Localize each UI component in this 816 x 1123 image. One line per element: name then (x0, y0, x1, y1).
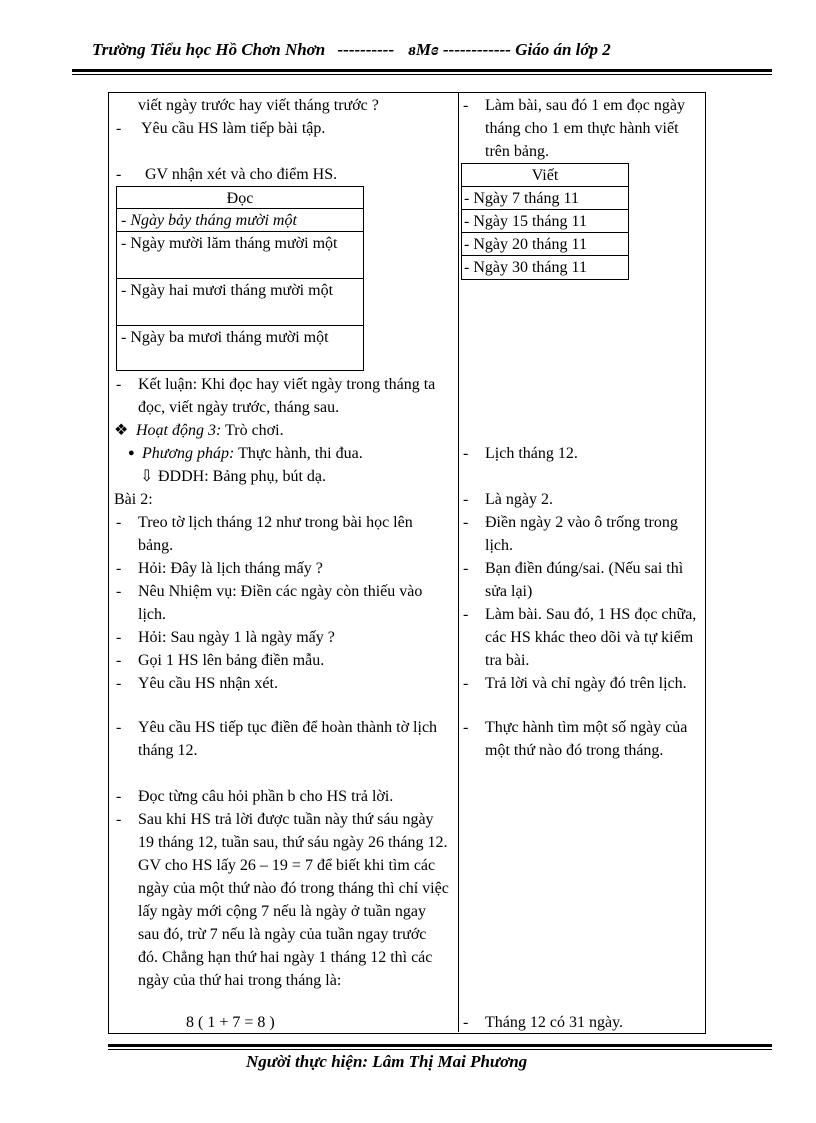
bullet-dash: - (116, 560, 122, 577)
method-label: Phương pháp: (142, 445, 235, 462)
left-item: Yêu cầu HS tiếp tục điền để hoàn thành tờ lịch tháng 12. (138, 719, 438, 759)
left-item: Treo tờ lịch tháng 12 như trong bài học lên bảng. (138, 514, 413, 554)
activity-text: Trò chơi. (221, 422, 284, 439)
school-name: Trường Tiểu học Hồ Chơn Nhơn (92, 40, 326, 59)
lesson-title: Giáo án lớp 2 (515, 40, 611, 59)
left-item: Đọc từng câu hỏi phần b cho HS trả lời. (138, 788, 394, 805)
read-table-row: - Ngày mười lăm tháng mười một (116, 231, 364, 279)
header-dashes-right: ------------ (443, 40, 511, 59)
conclusion-text: Kết luận: Khi đọc hay viết ngày trong tháng ta đọc, viết ngày trước, tháng sau. (138, 376, 436, 416)
bullet-dash: - (463, 560, 469, 577)
read-table-header: Đọc (116, 186, 364, 209)
write-table-row: - Ngày 15 tháng 11 (461, 209, 629, 233)
bullet-dash: - (463, 97, 469, 114)
exercise-label: Bài 2: (114, 491, 153, 508)
activity-3 (136, 419, 284, 442)
right-item: Điền ngày 2 vào ô trống trong lịch. (485, 514, 678, 554)
bullet-dash: - (116, 629, 122, 646)
right-item: Tháng 12 có 31 ngày. (485, 1014, 624, 1031)
write-table-row: - Ngày 30 tháng 11 (461, 255, 629, 280)
bullet-dash: - (463, 675, 469, 692)
right-item: Bạn điền đúng/sai. (Nếu sai thì sửa lại) (485, 560, 684, 600)
activity-label: Hoạt động 3: (136, 422, 222, 439)
bullet-dash: - (116, 583, 122, 600)
left-line-1: viết ngày trước hay viết tháng trước ? (138, 97, 379, 114)
left-line-2: Yêu cầu HS làm tiếp bài tập. (141, 120, 326, 137)
author-footer: Người thực hiện: Lâm Thị Mai Phương (246, 1052, 528, 1071)
bullet-dash: - (463, 719, 469, 736)
right-item: Thực hành tìm một số ngày của một thứ nào đó trong tháng. (485, 719, 688, 759)
left-item: Yêu cầu HS nhận xét. (138, 675, 278, 692)
bullet-dash: - (116, 514, 122, 531)
write-table-header: Viết (461, 163, 629, 187)
method-text: Thực hành, thi đua. (234, 445, 363, 462)
bullet-dash: - (116, 166, 122, 183)
right-item: Là ngày 2. (485, 491, 553, 508)
left-item: Gọi 1 HS lên bảng điền mẫu. (138, 652, 325, 669)
read-table-row: - Ngày ba mươi tháng mười một (116, 325, 364, 371)
bullet-dash: - (116, 376, 122, 393)
page-header (92, 40, 772, 60)
header-dashes-left: ---------- (337, 40, 395, 59)
formula: 8 ( 1 + 7 = 8 ) (186, 1014, 275, 1031)
bullet-dash: - (463, 445, 469, 462)
header-logo: ᴕMɞ (408, 40, 439, 59)
header-rule-thin (72, 74, 772, 75)
write-table-row: - Ngày 20 tháng 11 (461, 232, 629, 256)
left-line-3: GV nhận xét và cho điểm HS. (145, 166, 338, 183)
right-item: Lịch tháng 12. (485, 445, 578, 462)
read-table-row: - Ngày hai mươi tháng mười một (116, 278, 364, 326)
column-divider (458, 92, 459, 1032)
down-arrow-icon: ⇩ (140, 468, 154, 485)
bullet-dash: - (116, 788, 122, 805)
left-item: Sau khi HS trả lời được tuần này thứ sáu ngày 19 tháng 12, tuần sau, thứ sáu ngày 26 tháng 12. GV cho HS lấy 26 – 19 = 7 để biết khi tìm các ngày của một thứ nào đó trong tháng thì chỉ việc lấy ngày mới cộng 7 nếu là ngày ở tuần ngay sau đó, trừ 7 nếu là ngày của tuần ngay trước đó. Chẳng hạn thứ hai ngày 1 tháng 12 thì các ngày của thứ hai trong tháng là: (138, 811, 449, 989)
bullet-dash: - (463, 491, 469, 508)
bullet-dash: - (116, 652, 122, 669)
right-item: Trả lời và chỉ ngày đó trên lịch. (485, 675, 687, 692)
dot-bullet-icon: ● (128, 447, 135, 459)
left-item: Hỏi: Đây là lịch tháng mấy ? (138, 560, 323, 577)
bullet-dash: - (463, 1014, 469, 1031)
footer-rule-thin (108, 1049, 772, 1050)
bullet-dash: - (116, 719, 122, 736)
bullet-dash: - (116, 675, 122, 692)
footer-rule-thick (108, 1044, 772, 1047)
write-table-row: - Ngày 7 tháng 11 (461, 186, 629, 210)
bullet-dash: - (116, 120, 122, 137)
right-intro: Làm bài, sau đó 1 em đọc ngày tháng cho 1 em thực hành viết trên bảng. (485, 97, 685, 160)
header-rule-thick (72, 69, 772, 72)
materials-text: ĐDDH: Bảng phụ, bút dạ. (158, 468, 326, 485)
bullet-dash: - (463, 514, 469, 531)
right-item: Làm bài. Sau đó, 1 HS đọc chữa, các HS khác theo dõi và tự kiểm tra bài. (485, 606, 697, 669)
diamond-bullet-icon: ❖ (114, 422, 129, 439)
read-table-row: - Ngày bảy tháng mười một (116, 208, 364, 232)
method (142, 442, 363, 465)
left-item: Hỏi: Sau ngày 1 là ngày mấy ? (138, 629, 335, 646)
bullet-dash: - (116, 811, 122, 828)
left-item: Nêu Nhiệm vụ: Điền các ngày còn thiếu vào lịch. (138, 583, 423, 623)
bullet-dash: - (463, 606, 469, 623)
